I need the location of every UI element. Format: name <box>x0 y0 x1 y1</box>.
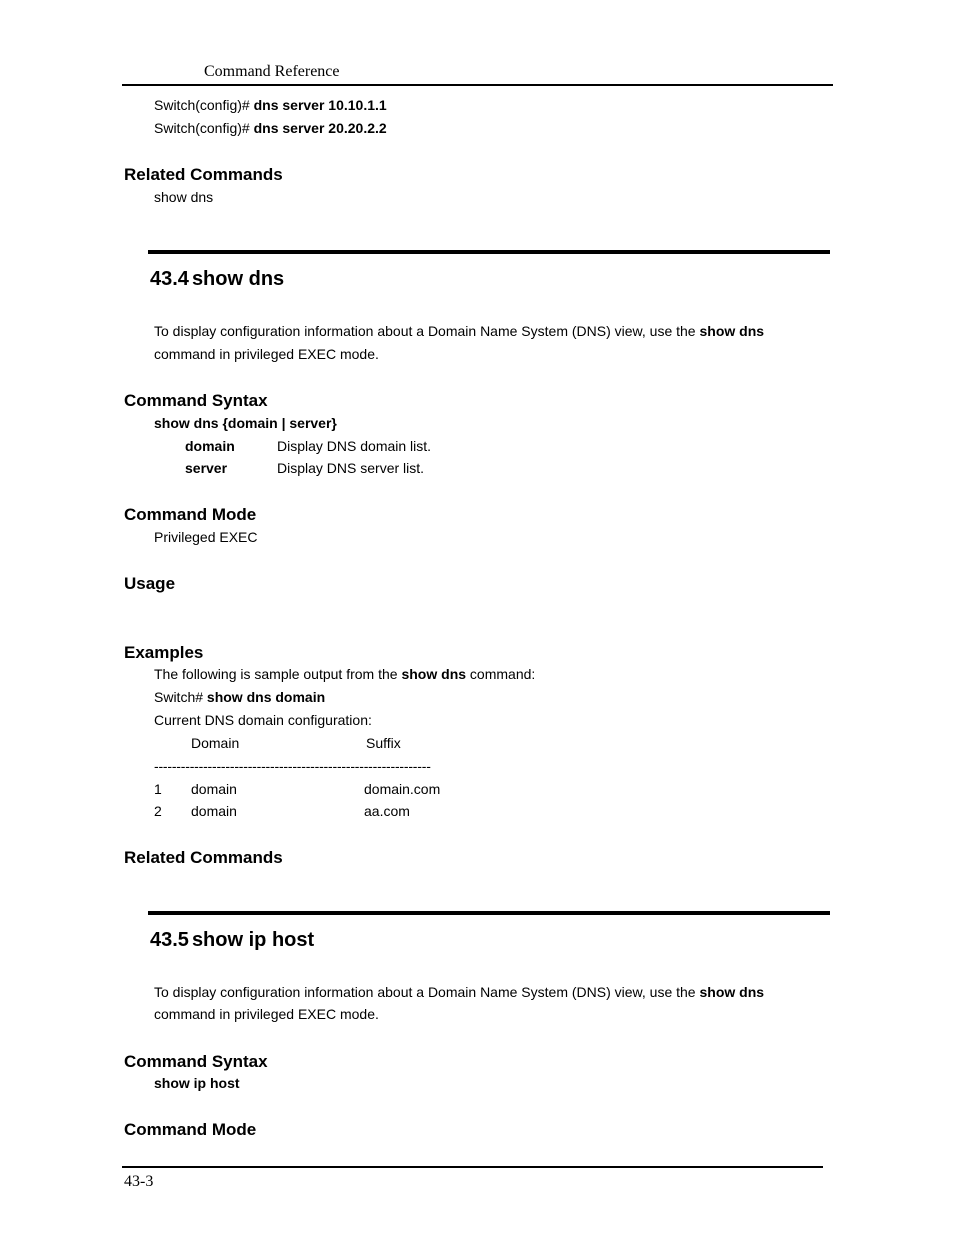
related-command-item: show dns <box>154 189 214 205</box>
table-divider: -------------------------------------------------------------- <box>154 758 431 774</box>
header-rule <box>122 84 833 86</box>
table-row-domain: domain <box>191 781 237 797</box>
table-row-suffix: aa.com <box>364 803 410 819</box>
related-commands-heading: Related Commands <box>124 165 283 184</box>
table-row-number: 1 <box>154 781 162 797</box>
table-header-domain: Domain <box>191 735 240 751</box>
command-mode-heading: Command Mode <box>124 1120 257 1139</box>
table-row-domain: domain <box>191 803 237 819</box>
example-output-title: Current DNS domain configuration: <box>154 712 372 728</box>
param-desc: Display DNS domain list. <box>277 438 432 454</box>
page-number: 43-3 <box>124 1173 154 1190</box>
table-header-suffix: Suffix <box>366 735 401 751</box>
command-mode: Privileged EXEC <box>154 529 258 545</box>
command-mode-heading: Command Mode <box>124 505 257 524</box>
section-description: To display configuration information about a Domain Name System (DNS) view, use the show dns <box>154 323 765 339</box>
example-command: Switch# show dns domain <box>154 689 326 705</box>
example-line-1: Switch(config)# dns server 10.10.1.1 <box>154 97 387 113</box>
section-description-line2: command in privileged EXEC mode. <box>154 1006 379 1022</box>
footer-rule <box>122 1166 823 1168</box>
section-rule <box>148 250 830 254</box>
usage-heading: Usage <box>124 574 176 593</box>
table-row-suffix: domain.com <box>364 781 441 797</box>
param-name: server <box>185 460 228 476</box>
command-syntax-heading: Command Syntax <box>124 391 268 410</box>
running-header: Command Reference <box>204 63 340 80</box>
section-rule <box>148 911 830 915</box>
table-row-number: 2 <box>154 803 162 819</box>
example-line-2: Switch(config)# dns server 20.20.2.2 <box>154 120 387 136</box>
command-syntax-heading: Command Syntax <box>124 1052 268 1071</box>
param-desc: Display DNS server list. <box>277 460 425 476</box>
examples-heading: Examples <box>124 643 204 662</box>
examples-intro: The following is sample output from the show dns command: <box>154 666 536 682</box>
section-title-43-5: 43.5 show ip host <box>150 929 315 951</box>
param-name: domain <box>185 438 235 454</box>
command-syntax: show dns {domain | server} <box>154 415 337 431</box>
section-description: To display configuration information about a Domain Name System (DNS) view, use the show dns <box>154 984 765 1000</box>
command-syntax: show ip host <box>154 1075 240 1091</box>
section-title-43-4: 43.4 show dns <box>150 268 285 290</box>
section-description-line2: command in privileged EXEC mode. <box>154 346 379 362</box>
related-commands-heading: Related Commands <box>124 848 283 867</box>
